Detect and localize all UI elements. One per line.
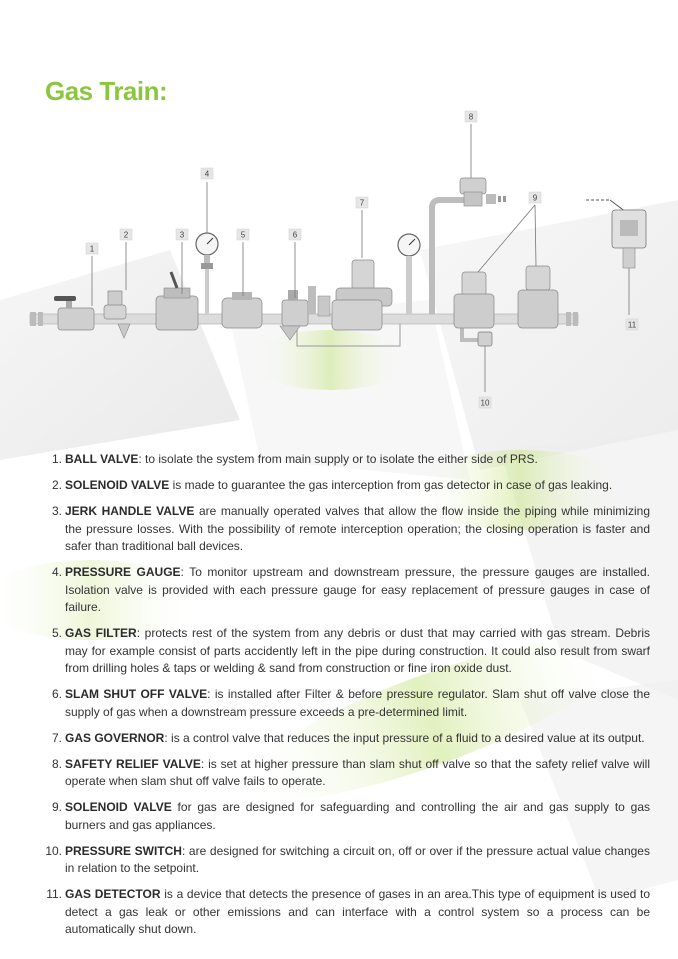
diagram-label-10 — [479, 397, 491, 408]
list-item — [40, 477, 650, 495]
diagram-label-11 — [626, 319, 638, 330]
svg-text:2: 2 — [123, 230, 129, 240]
item-description: : is set at higher pressure than slam shut off valve so that the safety relief valve will operate when slam shut off valve fails to operate. — [65, 756, 650, 788]
slam-shut-valve-6 — [280, 286, 330, 340]
svg-text:8: 8 — [468, 112, 474, 122]
item-term: SOLENOID VALVE — [65, 800, 172, 814]
item-term: SAFETY RELIEF VALVE — [65, 756, 201, 771]
pressure-gauge-4 — [196, 233, 218, 314]
item-term: BALL VALVE — [65, 452, 139, 466]
item-description: : is a control valve that reduces the input pressure of a fluid to a desired value at its output. — [164, 730, 645, 745]
pressure-switch-10 — [478, 332, 492, 392]
list-item — [40, 756, 650, 791]
diagram-label-2 — [120, 229, 132, 240]
item-description: : to isolate the system from main supply or to isolate the either side of PRS. — [138, 452, 538, 466]
list-item — [40, 686, 650, 721]
item-term: GAS DETECTOR — [65, 887, 161, 901]
svg-text:1: 1 — [89, 244, 95, 254]
item-number: 1. — [51, 452, 62, 466]
diagram-label-8 — [465, 111, 477, 122]
list-item — [40, 843, 650, 878]
diagram-label-3 — [176, 229, 188, 240]
list-item — [40, 886, 650, 939]
gas-detector-11 — [586, 200, 646, 315]
svg-text:9: 9 — [532, 193, 538, 203]
diagram-label-1 — [86, 243, 98, 254]
list-item — [40, 730, 650, 748]
svg-text:6: 6 — [292, 230, 298, 240]
item-description: : is installed after Filter & before pressure regulator. Slam shut off valve close the supply of gas when a downstream pressure exceeds a pre-determined limit. — [65, 687, 650, 719]
item-term: PRESSURE SWITCH — [65, 843, 182, 858]
item-description: : protects rest of the system from any debris or dust that may carried with gas stream. Debris may for example consist of parts accidently left in the pipe during construction. It could also result from swarf from drilling holes & taps or welding & sand from construction or fine iron oxide dust. — [65, 626, 650, 675]
list-item — [40, 451, 650, 469]
item-number: 3. — [51, 504, 62, 518]
item-description: : are designed for switching a circuit on, off or over if the pressure actual value changes in relation to the setpoint. — [65, 843, 650, 875]
svg-text:10: 10 — [480, 398, 490, 408]
item-number: 5. — [51, 626, 62, 640]
item-number: 10. — [45, 843, 62, 858]
item-number: 7. — [51, 730, 62, 745]
ball-valve-1 — [54, 296, 94, 330]
diagram-labels — [86, 111, 638, 408]
item-term: GAS FILTER — [65, 626, 137, 640]
list-item — [40, 564, 650, 617]
svg-text:3: 3 — [179, 230, 185, 240]
item-description: : To monitor upstream and downstream pressure, the pressure gauges are installed. Isolation valve is provided with each pressure gauge for easy replacement of pressure gauges in case of failure. — [65, 565, 650, 614]
solenoid-valve-9b — [518, 266, 558, 328]
gas-filter-5 — [222, 292, 262, 328]
solenoid-valve-2 — [104, 291, 130, 338]
item-term: SOLENOID VALVE — [65, 478, 170, 492]
diagram-label-5 — [237, 229, 249, 240]
item-term: SLAM SHUT OFF VALVE — [65, 687, 208, 701]
svg-text:11: 11 — [627, 320, 637, 330]
item-number: 4. — [51, 565, 62, 579]
list-item — [40, 503, 650, 556]
diagram-label-7 — [356, 197, 368, 208]
diagram-label-6 — [289, 229, 301, 240]
solenoid-valve-9a — [454, 272, 494, 328]
page-title: Gas Train: — [45, 76, 168, 106]
item-number: 9. — [51, 800, 62, 814]
svg-text:4: 4 — [204, 169, 210, 179]
item-description: is a device that detects the presence of gases in an area.This type of equipment is used to detect a gas leak or other emissions and can interface with a control system so a process can be automatically shut down. — [65, 887, 651, 936]
diagram-label-9 — [529, 192, 541, 203]
pressure-gauge-downstream — [398, 234, 420, 314]
jerk-handle-valve-3 — [156, 272, 198, 330]
item-term: GAS GOVERNOR — [65, 730, 165, 745]
item-description: is made to guarantee the gas interception from gas detector in case of gas leaking. — [169, 478, 613, 492]
list-item — [40, 799, 650, 834]
list-item — [40, 625, 650, 678]
svg-text:5: 5 — [240, 230, 246, 240]
item-number: 2. — [51, 478, 62, 492]
safety-relief-valve-8 — [460, 178, 506, 206]
diagram-label-4 — [201, 168, 213, 179]
item-number: 8. — [51, 756, 62, 771]
component-list — [40, 451, 650, 947]
item-number: 11. — [46, 887, 62, 901]
item-term: PRESSURE GAUGE — [65, 565, 181, 579]
item-description: are manually operated valves that allow the flow inside the piping while minimizing the pressure losses. With the possibility of remote interception operation; the closing operation is faster and safer than traditional ball devices. — [65, 504, 650, 553]
gas-train-diagram — [0, 100, 678, 420]
svg-text:7: 7 — [359, 198, 365, 208]
item-number: 6. — [51, 687, 62, 701]
item-description: for gas are designed for safeguarding and controlling the air and gas supply to gas burners and gas appliances. — [65, 800, 651, 832]
item-term: JERK HANDLE VALVE — [65, 504, 195, 518]
